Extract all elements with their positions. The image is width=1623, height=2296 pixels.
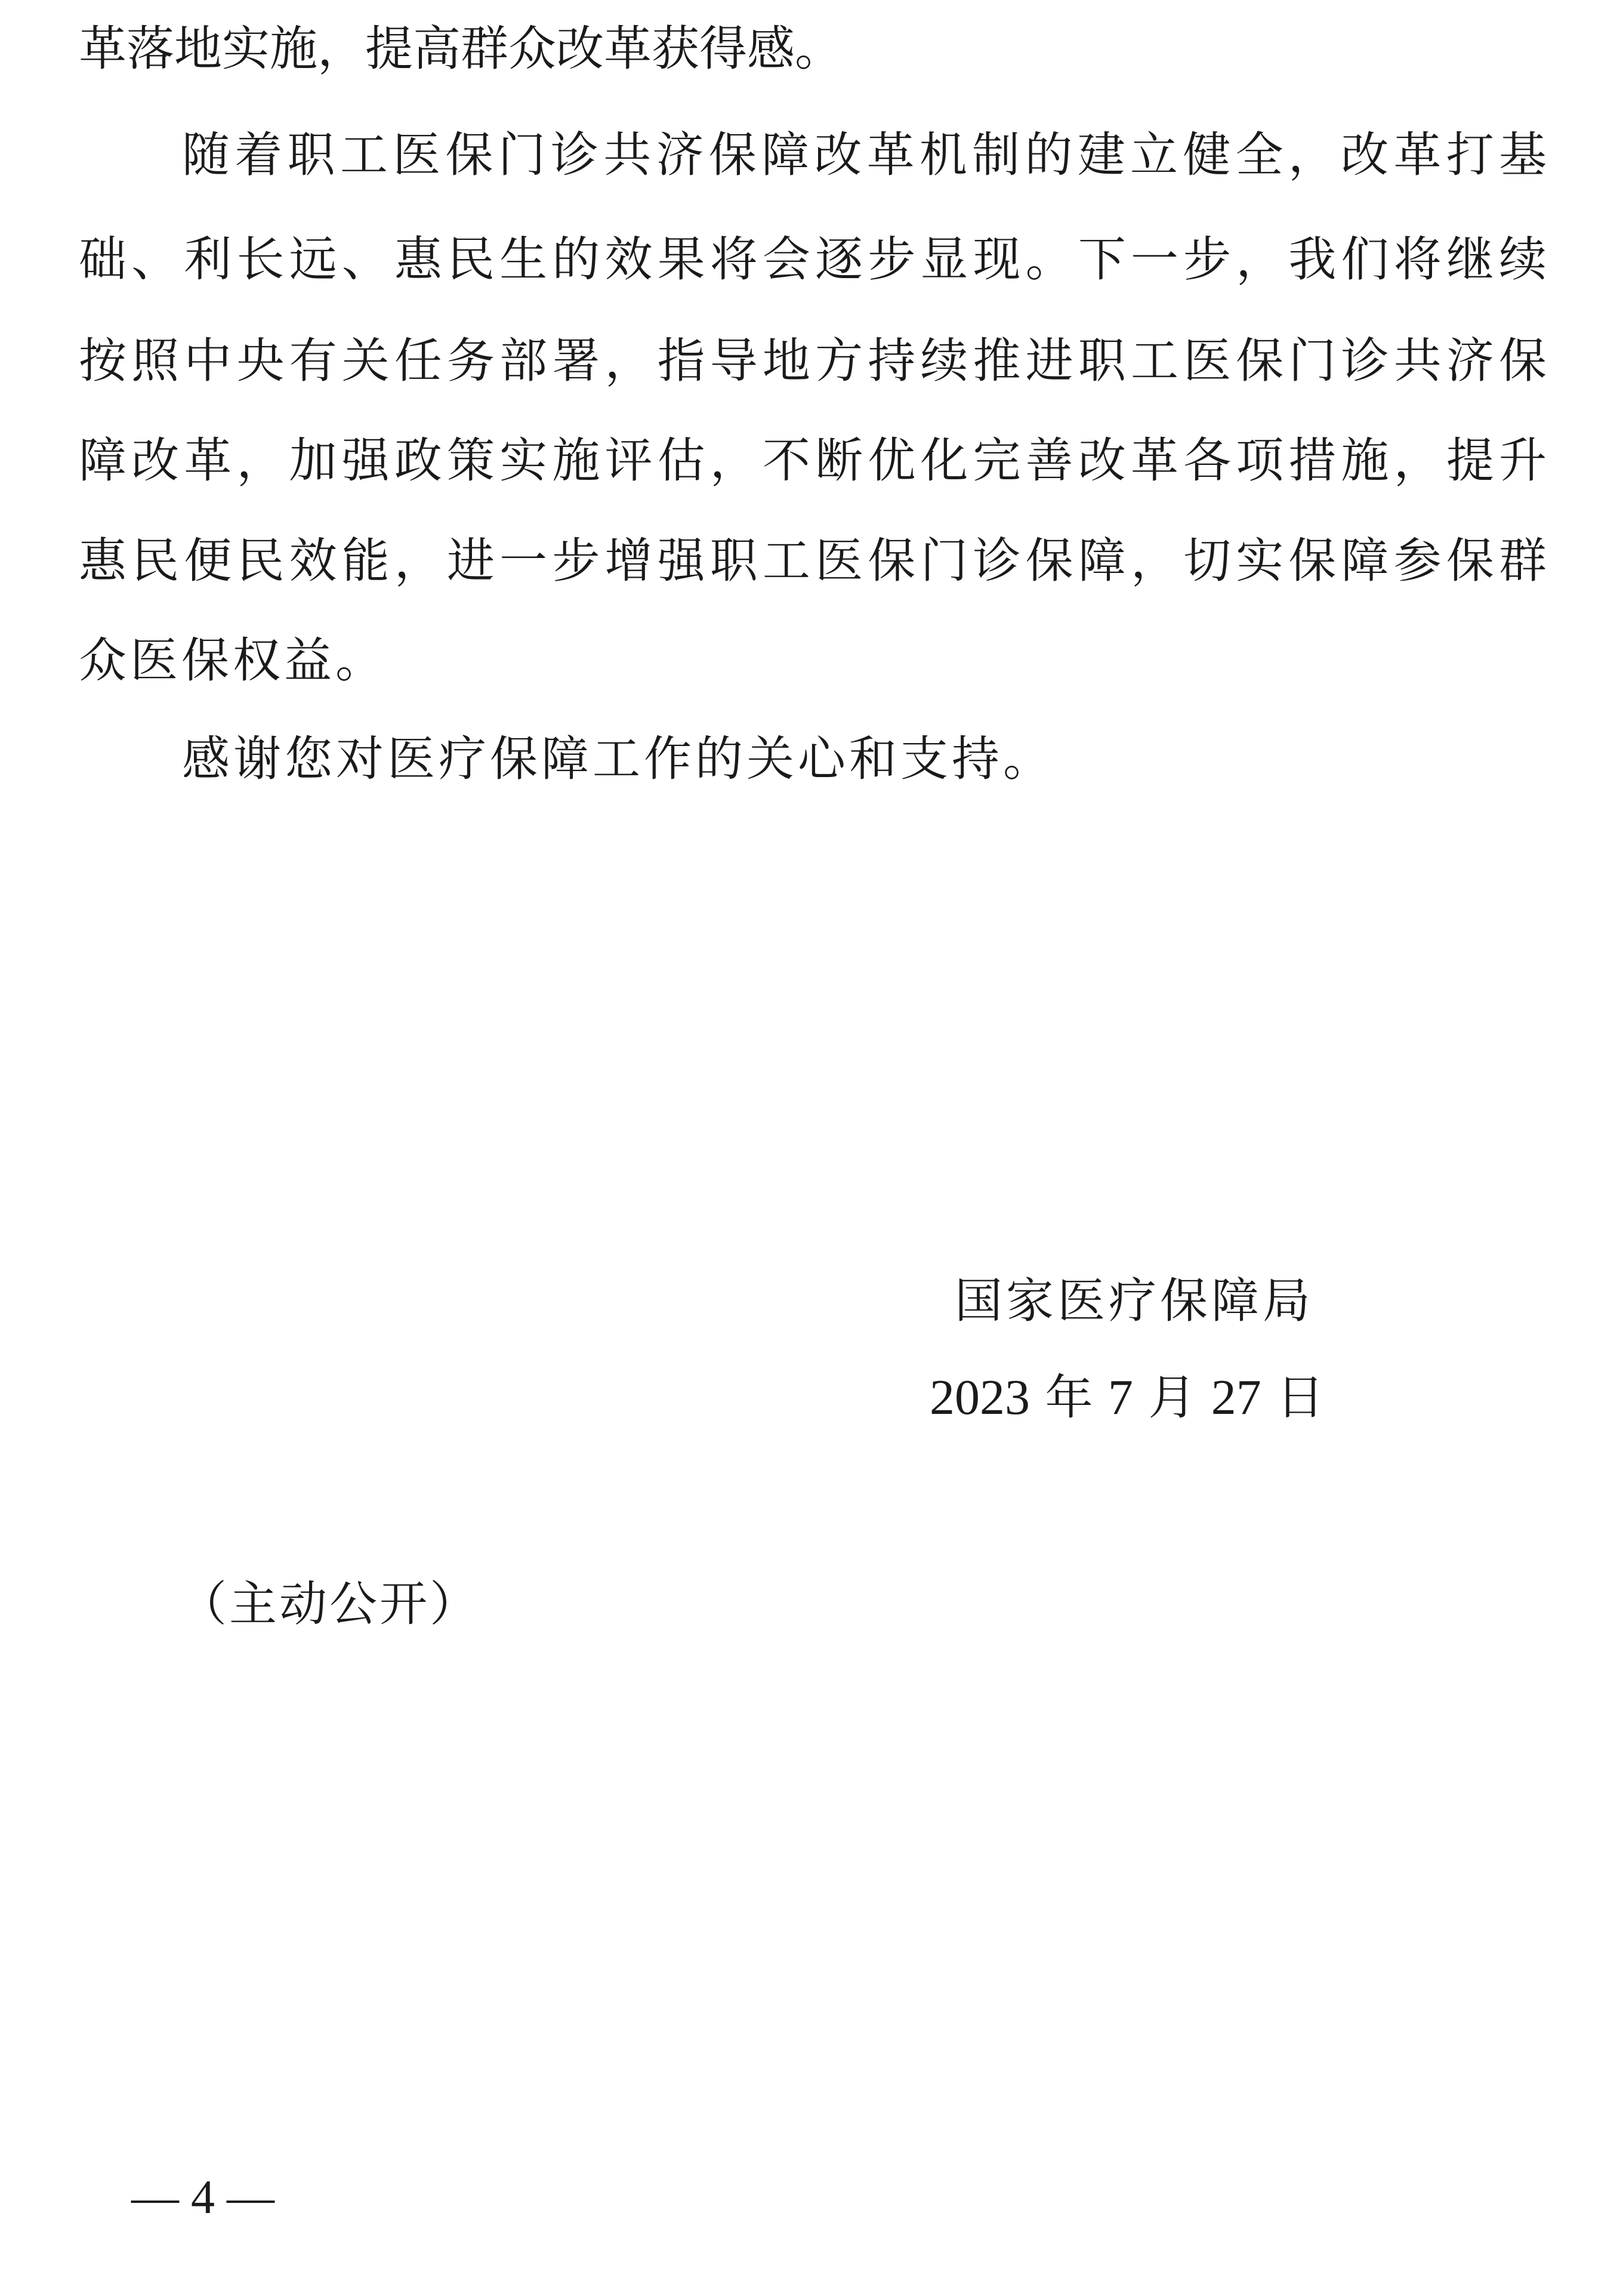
date-day: 27 (1211, 1370, 1261, 1425)
paragraph-2-line-1: 随着职工医保门诊共济保障改革机制的建立健全，改革打基 (182, 127, 1547, 183)
page-number: — 4 — (131, 2171, 274, 2224)
paragraph-2-line-4: 障改革，加强政策实施评估，不断优化完善改革各项措施，提升 (79, 433, 1547, 488)
date-year: 2023 (930, 1370, 1030, 1425)
paragraph-2-line-6: 众医保权益。 (79, 633, 387, 688)
signature-date (930, 1368, 1324, 1428)
date-month: 7 (1107, 1370, 1133, 1425)
disclosure-note: （主动公开） (179, 1576, 480, 1632)
paragraph-2-line-5: 惠民便民效能，进一步增强职工医保门诊保障，切实保障参保群 (79, 533, 1547, 588)
date-month-unit: 月 (1148, 1370, 1196, 1425)
closing-paragraph: 感谢您对医疗保障工作的关心和支持。 (182, 731, 1054, 787)
paragraph-1-tail: 革落地实施，提高群众改革获得感。 (79, 21, 843, 76)
paragraph-2-line-2: 础、利长远、惠民生的效果将会逐步显现。下一步，我们将继续 (79, 232, 1547, 287)
signature-organization: 国家医疗保障局 (955, 1273, 1314, 1329)
paragraph-2-line-3: 按照中央有关任务部署，指导地方持续推进职工医保门诊共济保 (79, 333, 1547, 389)
date-year-unit: 年 (1045, 1370, 1093, 1425)
date-day-unit: 日 (1276, 1370, 1325, 1425)
